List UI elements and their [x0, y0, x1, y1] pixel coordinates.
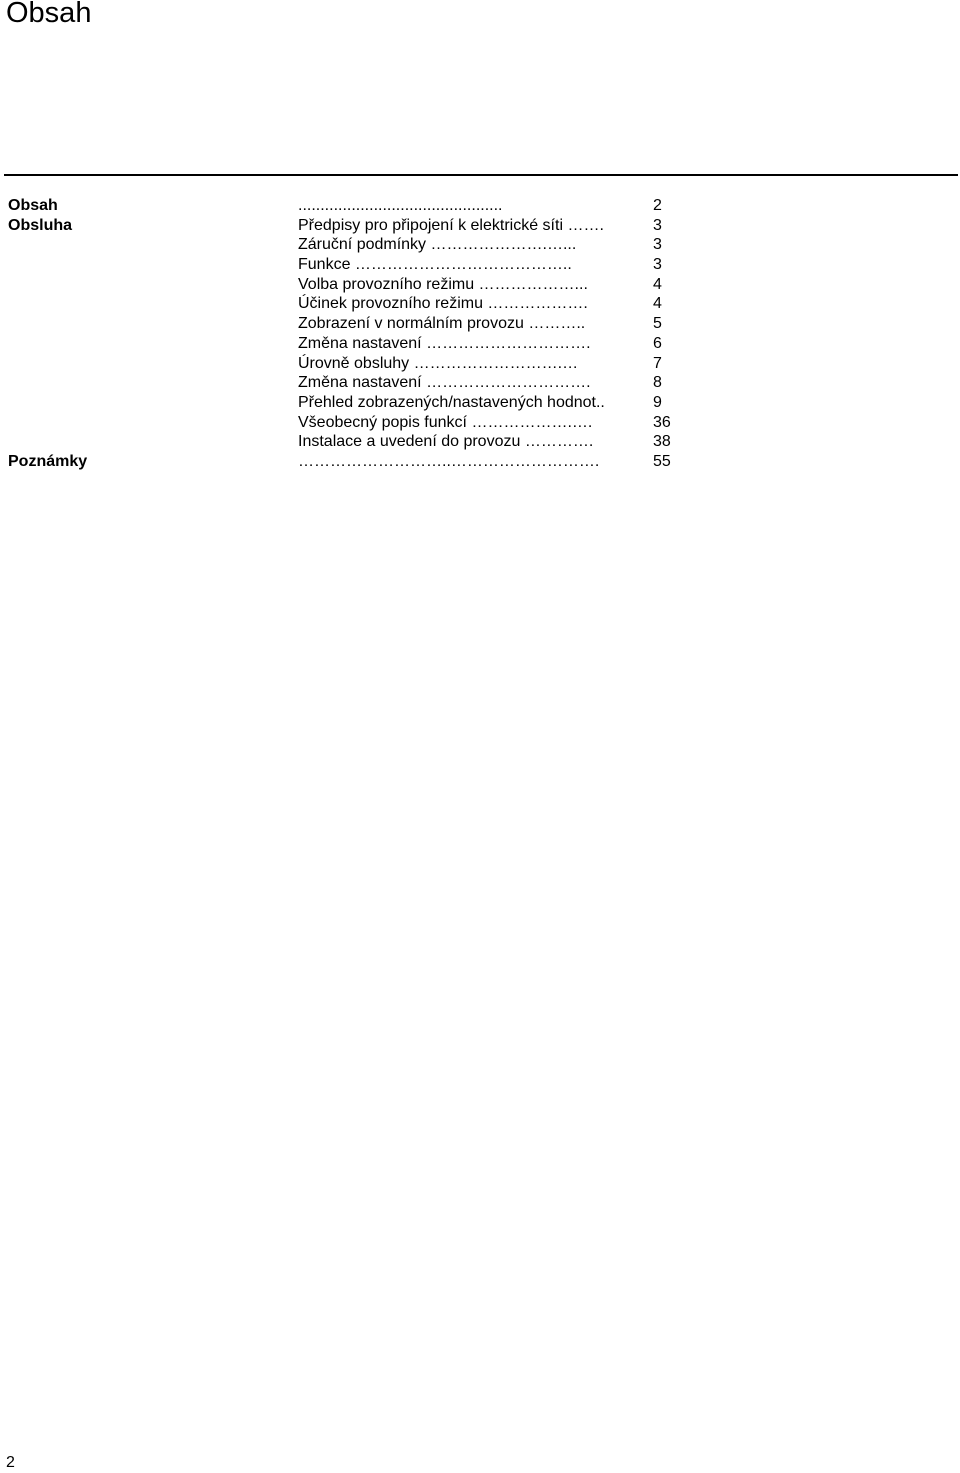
table-of-contents: [0, 196, 960, 472]
toc-entry: Přehled zobrazených/nastavených hodnot..: [298, 393, 605, 411]
toc-entry: ………………………..……………………….: [298, 452, 600, 470]
toc-page-number: 9: [653, 393, 662, 411]
toc-page-number: 3: [653, 256, 662, 274]
toc-entry: ..............................................: [298, 197, 503, 214]
toc-row: [0, 452, 960, 472]
toc-entry: Záruční podmínky ………………….…...: [298, 236, 577, 254]
toc-entry: Změna nastavení ………………………….: [298, 374, 591, 392]
toc-row: [0, 216, 960, 236]
toc-page-number: 6: [653, 334, 662, 352]
toc-page-number: 7: [653, 354, 662, 372]
toc-row: [0, 196, 960, 216]
toc-row: [0, 373, 960, 393]
toc-page-number: 4: [653, 295, 662, 313]
toc-row: [0, 393, 960, 413]
toc-section: Obsluha: [8, 216, 73, 234]
toc-section: Obsah: [8, 197, 58, 214]
toc-page-number: 55: [653, 452, 671, 470]
toc-entry: Funkce …………………………………..: [298, 256, 572, 274]
toc-entry: Instalace a uvedení do provozu ………….: [298, 433, 594, 451]
toc-row: [0, 294, 960, 314]
toc-entry: Změna nastavení ………………………….: [298, 334, 591, 352]
toc-row: [0, 235, 960, 255]
toc-row: [0, 413, 960, 433]
toc-page-number: 36: [653, 413, 671, 431]
toc-row: [0, 255, 960, 275]
toc-entry: Účinek provozního režimu ……………….: [298, 295, 588, 313]
toc-page-number: 3: [653, 216, 662, 234]
toc-entry: Volba provozního režimu ………………...: [298, 275, 588, 293]
toc-page-number: 4: [653, 275, 662, 293]
toc-entry: Předpisy pro připojení k elektrické síti …….: [298, 216, 604, 234]
toc-page-number: 5: [653, 315, 662, 333]
toc-row: [0, 432, 960, 452]
toc-entry: Všeobecný popis funkcí ……………….….: [298, 413, 593, 431]
page-number: 2: [6, 1454, 15, 1471]
toc-page-number: 38: [653, 433, 671, 451]
page-title: Obsah: [6, 0, 92, 29]
toc-row: [0, 314, 960, 334]
title-rule: [4, 174, 958, 176]
toc-section: Poznámky: [8, 452, 88, 470]
toc-page-number: 2: [653, 197, 662, 214]
toc-row: [0, 354, 960, 374]
toc-row: [0, 334, 960, 354]
toc-entry: Zobrazení v normálním provozu ………..: [298, 315, 586, 333]
toc-page-number: 8: [653, 374, 662, 392]
toc-entry: Úrovně obsluhy ……………………….…: [298, 354, 579, 372]
toc-row: [0, 275, 960, 295]
toc-page-number: 3: [653, 236, 662, 254]
